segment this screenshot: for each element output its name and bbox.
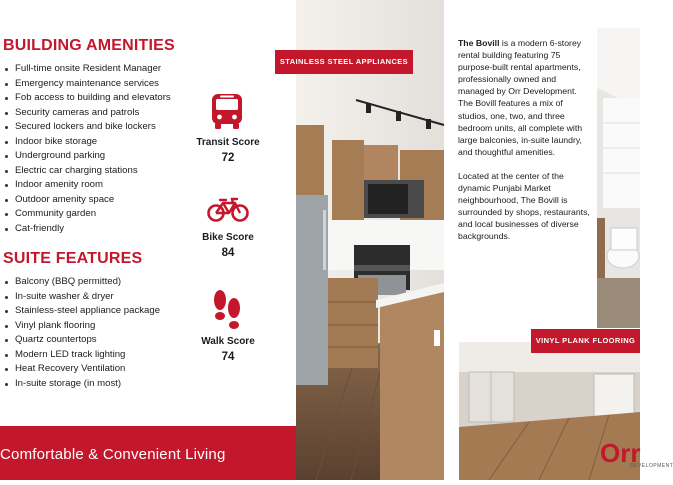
transit-score: [192, 137, 264, 164]
bicycle-icon: [207, 197, 249, 223]
suite-feature-item: In-suite storage (in most): [5, 377, 160, 392]
suite-features-list: [5, 275, 160, 391]
bike-score-value: 84: [221, 247, 235, 259]
suite-feature-item: Heat Recovery Ventilation: [5, 362, 160, 377]
flooring-tag: VINYL PLANK FLOORING: [531, 329, 640, 353]
amenity-item: Electric car charging stations: [5, 164, 171, 179]
footer-tagline: Comfortable & Convenient Living: [0, 446, 226, 463]
suite-feature-item: Stainless-steel appliance package: [5, 304, 160, 319]
amenity-item: Security cameras and patrols: [5, 106, 171, 121]
amenity-item: Full-time onsite Resident Manager: [5, 62, 171, 77]
amenity-item: Emergency maintenance services: [5, 77, 171, 92]
walk-score: [192, 336, 264, 363]
bus-icon: [210, 92, 244, 130]
amenity-item: Outdoor amenity space: [5, 193, 171, 208]
walk-score-label: Walk Score: [201, 336, 255, 347]
bike-score: [192, 232, 264, 259]
walk-score-value: 74: [221, 351, 235, 363]
suite-feature-item: Balcony (BBQ permitted): [5, 275, 160, 290]
left-panel: [0, 0, 296, 480]
bathroom-photo: [597, 28, 640, 328]
transit-score-label: Transit Score: [196, 137, 260, 148]
orr-logo: Orr: [600, 438, 641, 468]
description-intro: is a modern 6-storey rental building featuring 75 purpose-built rental apartments, professionally owned and managed by Orr Development.: [458, 38, 582, 97]
description-para-2: Located at the center of the dynamic Punjabi Market neighbourhood, The Bovill is surrounded by shops, restaurants, and local businesses of diverse backgrounds.: [458, 170, 590, 242]
description-para-1: [458, 37, 592, 158]
suite-feature-item: Modern LED track lighting: [5, 348, 160, 363]
appliances-tag: STAINLESS STEEL APPLIANCES: [275, 50, 413, 74]
building-description: [458, 37, 592, 255]
suite-features-heading: SUITE FEATURES: [3, 250, 143, 267]
amenity-item: Underground parking: [5, 149, 171, 164]
amenity-item: Indoor amenity room: [5, 178, 171, 193]
footprints-icon: [210, 288, 244, 332]
suite-feature-item: Vinyl plank flooring: [5, 319, 160, 334]
amenity-item: Community garden: [5, 207, 171, 222]
orr-logo-subtitle: DEVELOPMENT: [630, 463, 673, 469]
amenities-list: [5, 62, 171, 236]
suite-feature-item: Quartz countertops: [5, 333, 160, 348]
transit-score-value: 72: [221, 152, 235, 164]
amenity-item: Fob access to building and elevators: [5, 91, 171, 106]
amenity-item: Indoor bike storage: [5, 135, 171, 150]
amenity-item: Cat-friendly: [5, 222, 171, 237]
amenities-heading: BUILDING AMENITIES: [3, 37, 175, 54]
suite-feature-item: In-suite washer & dryer: [5, 290, 160, 305]
bike-score-label: Bike Score: [202, 232, 254, 243]
footer-banner: [0, 426, 296, 480]
building-name: The Bovill: [458, 38, 500, 48]
amenity-item: Secured lockers and bike lockers: [5, 120, 171, 135]
description-units: The Bovill features a mix of studios, one, two, and three bedroom units, all complete with large balconies, in-suite laundry, and thoughtful amenities.: [458, 98, 583, 157]
